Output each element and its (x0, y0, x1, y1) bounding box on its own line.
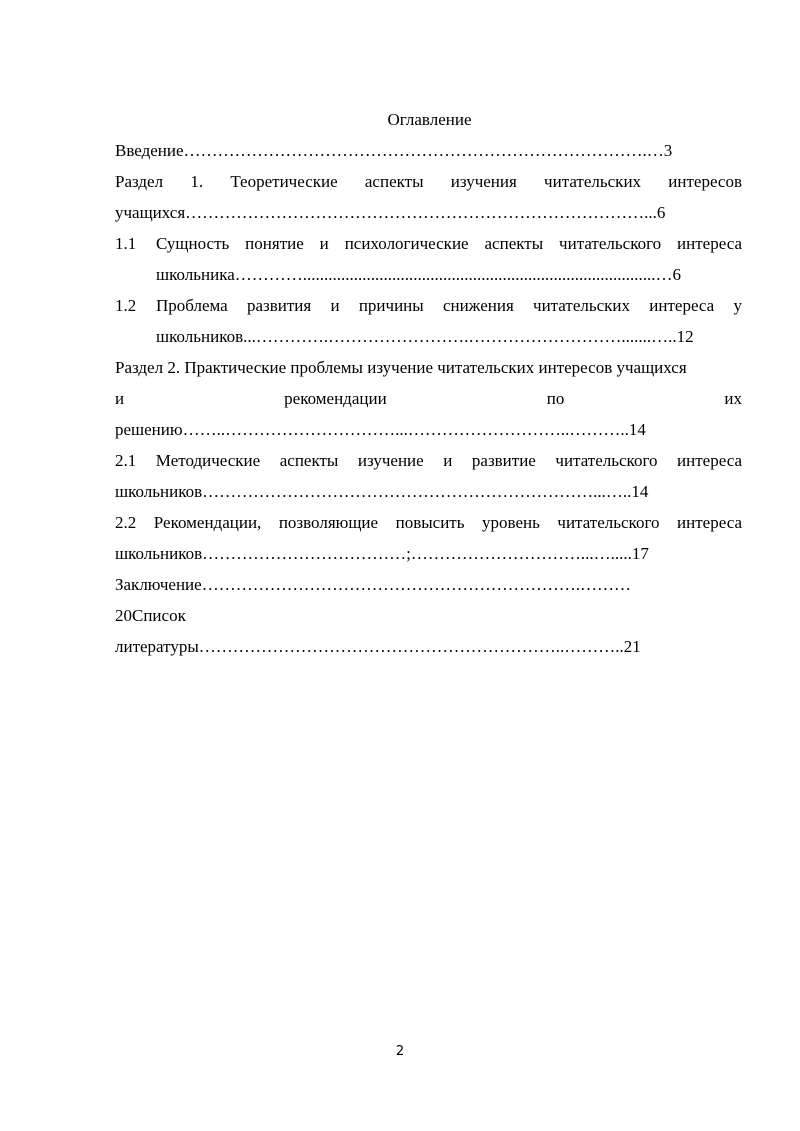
toc-entry-1-2-cont: школьников...………….…………………….……………………….......…..12 (156, 327, 694, 346)
toc-entry-1-2-text: Проблема развития и причины снижения читательских интереса у (156, 296, 742, 315)
toc-entry-section-2-cont: и рекомендации по их (115, 389, 742, 408)
toc-entry-conclusion: Заключение………………………………………………………….……… (115, 575, 631, 594)
toc-entry-2-1-cont: школьников……………………………………………………………...…..14 (115, 482, 649, 501)
table-of-contents (115, 110, 742, 667)
toc-title: Оглавление (387, 110, 472, 129)
toc-entry-1-1 (115, 233, 742, 254)
toc-entry-references: 20Список (115, 606, 186, 625)
toc-entry-1-1-text: Сущность понятие и психологические аспекты читательского интереса (156, 234, 742, 253)
toc-entry-2-2-cont: школьников………………………………;…………………………...….....17 (115, 544, 649, 563)
toc-entry-1-2-number: 1.2 (115, 296, 137, 315)
toc-entry-section-1: Раздел 1. Теоретические аспекты изучения читательских интересов (115, 172, 742, 191)
toc-entry-2-2: 2.2 Рекомендации, позволяющие повысить уровень читательского интереса (115, 513, 742, 532)
toc-entry-2-1: 2.1 Методические аспекты изучение и развитие читательского интереса (115, 451, 742, 470)
toc-entry-section-1-cont: учащихся………………………………………………………………………...6 (115, 203, 666, 222)
toc-entry-section-2: Раздел 2. Практические проблемы изучение читательских интересов учащихся (115, 358, 687, 377)
toc-entry-references-cont: литературы………………………………………………………..………..21 (115, 637, 641, 656)
toc-entry-1-1-cont: школьника…………...................................................................................…6 (156, 265, 681, 284)
toc-entry-intro: Введение……………………………………………………………………….…3 (115, 141, 673, 160)
toc-entry-1-1-number: 1.1 (115, 234, 137, 253)
toc-entry-1-2 (115, 295, 742, 316)
toc-entry-section-2-end: решению……..…………………………...………………………..………..14 (115, 420, 646, 439)
page-number: 2 (395, 1044, 405, 1059)
